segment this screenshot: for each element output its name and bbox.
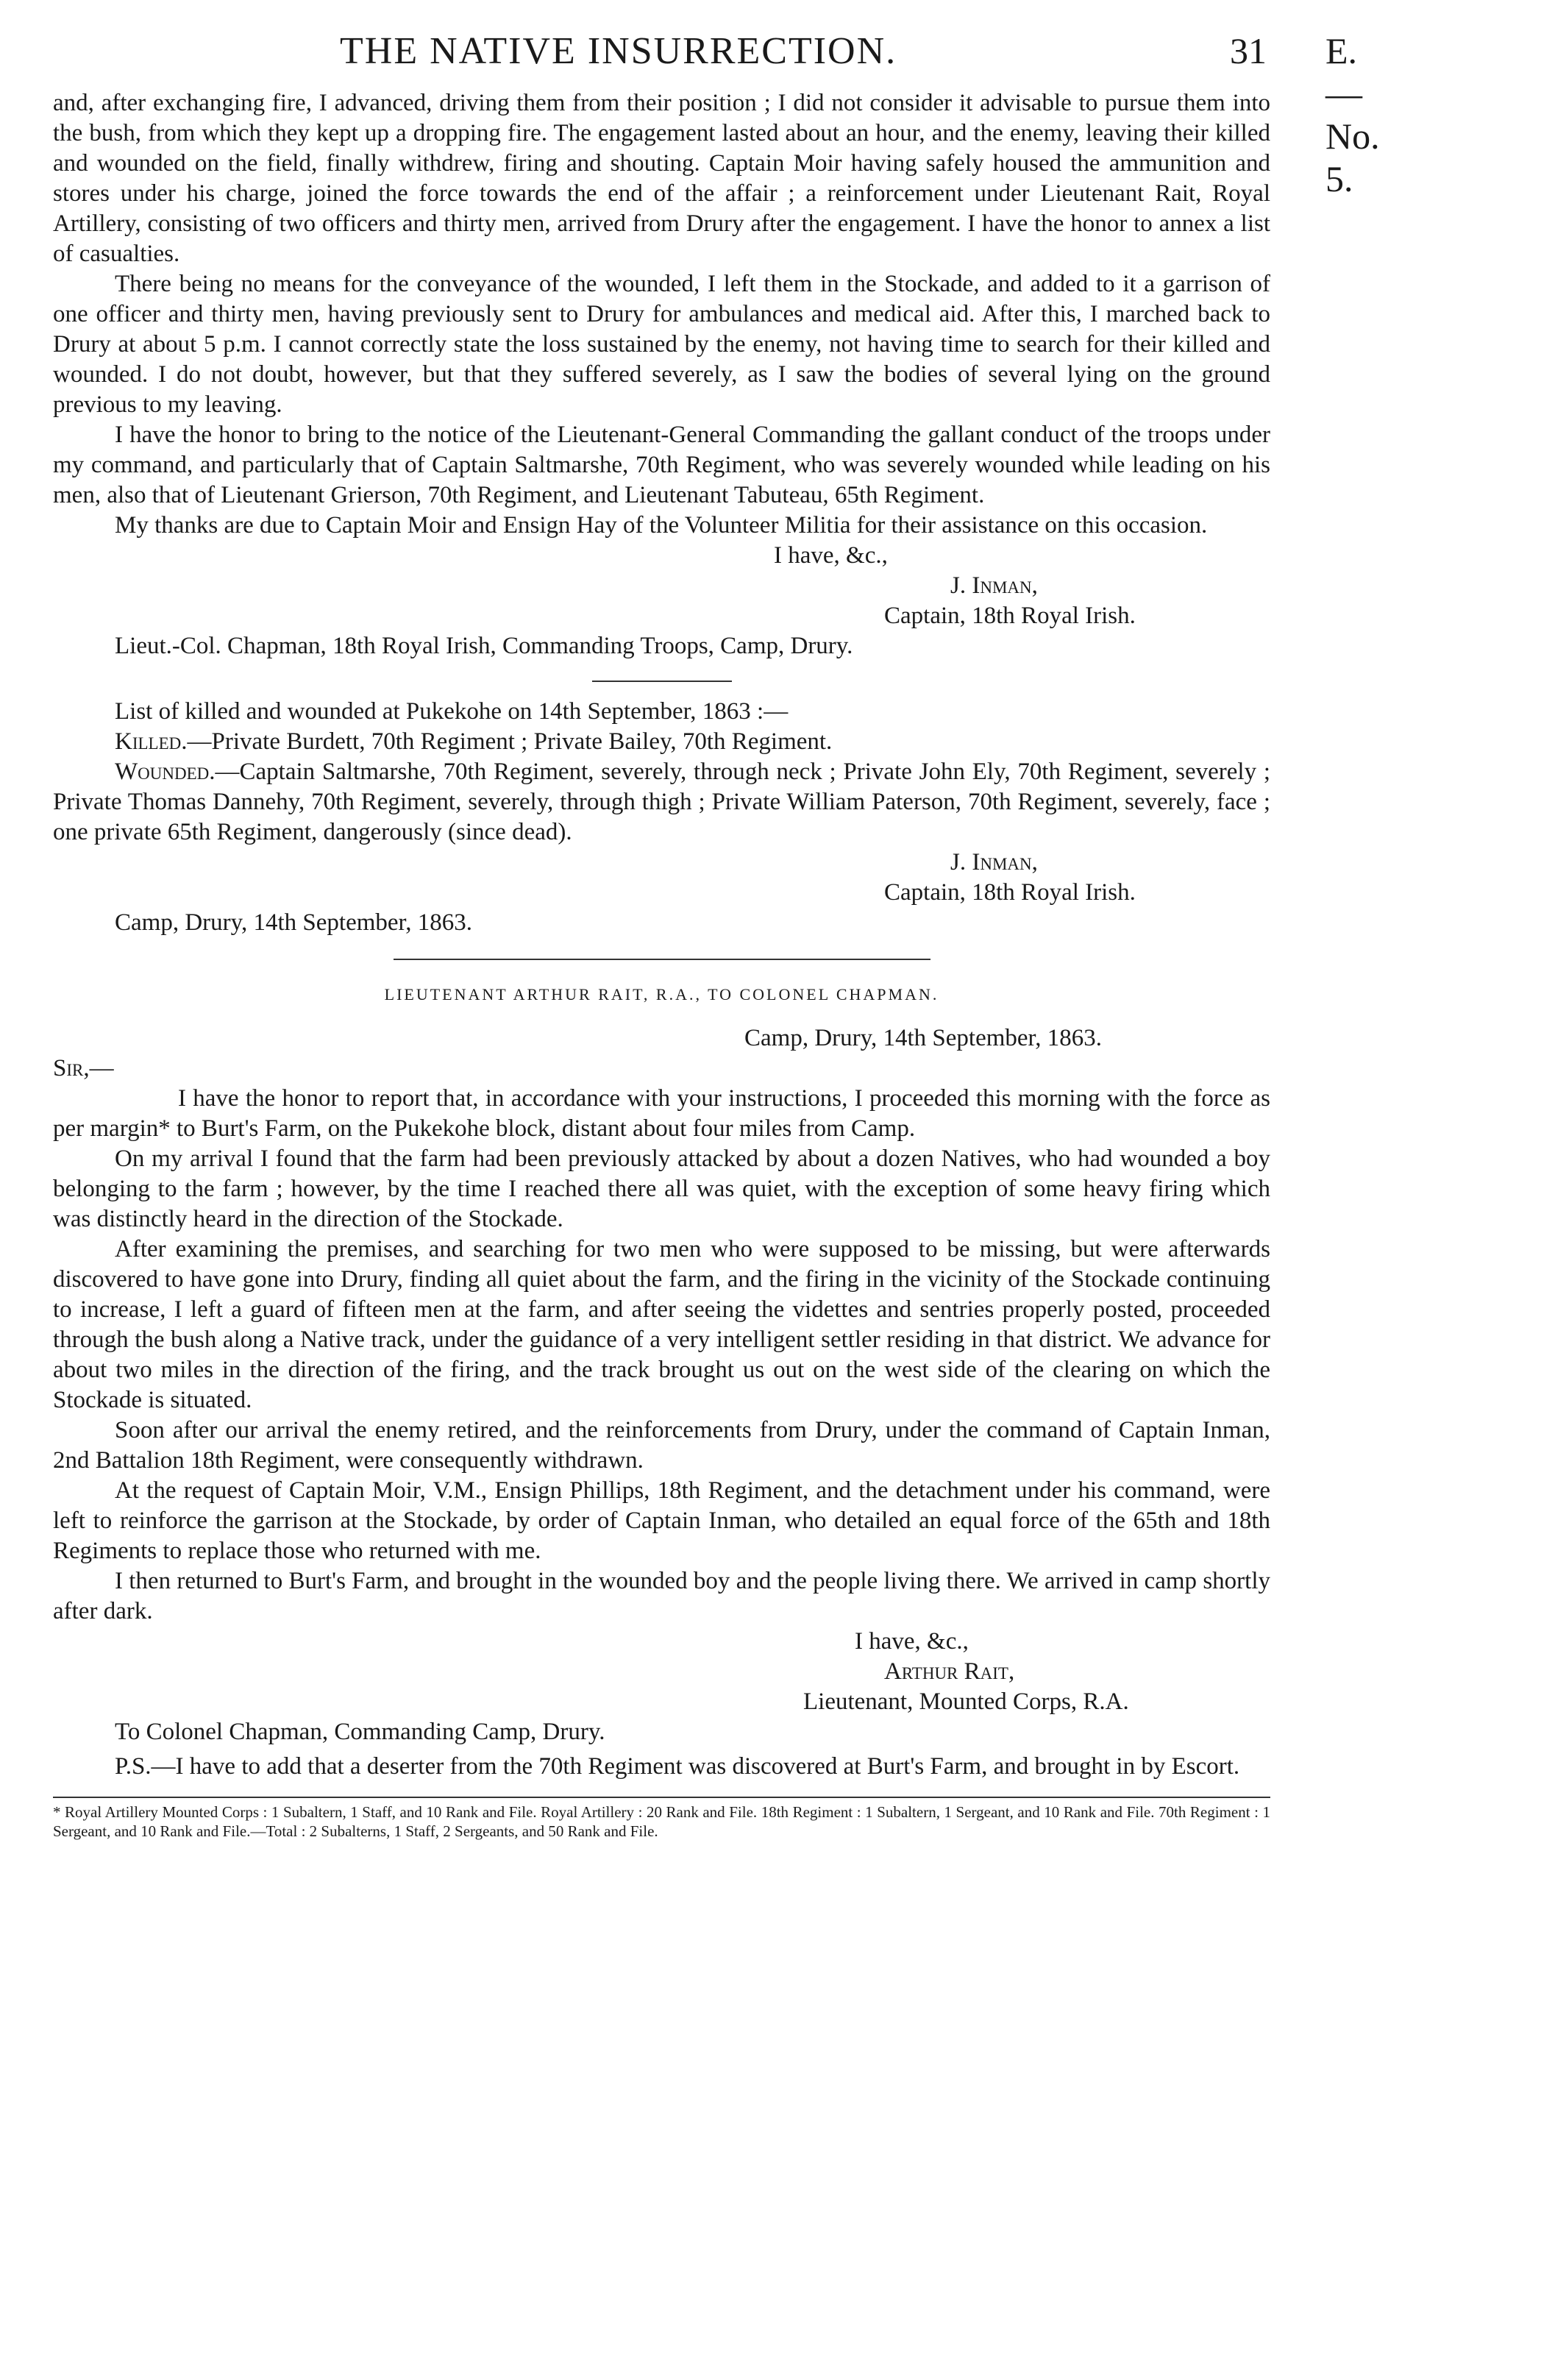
letter-heading: LIEUTENANT ARTHUR RAIT, R.A., TO COLONEL CHAPMAN. [384,985,939,1003]
signer-title: Lieutenant, Mounted Corps, R.A. [803,1688,1129,1715]
signer-name: J. Inman, [950,849,1038,875]
separator-rule [394,959,930,960]
footnote: * Royal Artillery Mounted Corps : 1 Subaltern, 1 Staff, and 10 Rank and File. Royal Artillery : 20 Rank and File. 18th Regiment : 1 Subaltern, 1 Sergeant, and 10 Rank and File. 70th Regiment : 1 Sergeant, and 10 Rank and File.—Total : 2 Subalterns, 1 Staff, 2 Sergeants, and 50 Rank and File. [53,1803,1270,1840]
wounded-text: —Captain Saltmarshe, 70th Regiment, severely, through neck ; Private John Ely, 70th Regiment, severely ; Private Thomas Dannehy, 70th Regiment, severely, through thigh ; Private William Paterson, 70th Regiment, severely, face ; one private 65th Regiment, dangerously (since dead). [53,759,1270,845]
killed-entry [53,727,1270,757]
paragraph: I have the honor to report that, in accordance with your instructions, I proceeded this morning with the force as per margin* to Burt's Farm, on the Pukekohe block, distant about four miles from Camp. [53,1085,1270,1142]
paragraph: and, after exchanging fire, I advanced, driving them from their position ; I did not consider it advisable to pursue them into the bush, from which they kept up a dropping fire. The engagement lasted about an hour, and the enemy, leaving their killed and wounded on the field, finally withdrew, firing and shouting. Captain Moir having safely housed the ammunition and stores under his charge, joined the force towards the end of the affair ; a reinforcement under Lieutenant Rait, Royal Artillery, consisting of two officers and thirty men, arrived from Drury after the engagement. I have the honor to annex a list of casualties. [53,90,1270,267]
wounded-entry [53,757,1270,848]
footnote-rule [53,1797,1270,1798]
closing: I have, &c., [855,1628,969,1655]
salutation: Sir,— [53,1055,114,1081]
addressee: Lieut.-Col. Chapman, 18th Royal Irish, Commanding Troops, Camp, Drury. [115,633,853,659]
paragraph: After examining the premises, and searching for two men who were supposed to be missing, but were afterwards discovered to have gone into Drury, finding all quiet about the farm, and the firing in the vicinity of the Stockade continuing to increase, I left a guard of fifteen men at the farm, and after seeing the videttes and sentries properly posted, proceeded through the bush along a Native track, under the guidance of a very intelligent settler residing in that district. We advance for about two miles in the direction of the firing, and the track brought us out on the west side of the clearing on which the Stockade is situated. [53,1236,1270,1413]
paragraph: There being no means for the conveyance of the wounded, I left them in the Stockade, and added to it a garrison of one officer and thirty men, having previously sent to Drury for ambulances and medical aid. After this, I marched back to Drury at about 5 p.m. I cannot correctly state the loss sustained by the enemy, not having time to search for their killed and wounded. I do not doubt, however, but that they suffered severely, as I saw the bodies of several lying on the ground previous to my leaving. [53,271,1270,418]
signer-name: Arthur Rait, [884,1658,1015,1685]
closing: I have, &c., [774,542,888,569]
paragraph: I then returned to Burt's Farm, and brought in the wounded boy and the people living there. We arrived in camp shortly after dark. [53,1568,1270,1624]
paragraph: On my arrival I found that the farm had been previously attacked by about a dozen Natives, who had wounded a boy belonging to the farm ; however, by the time I reached there all was quiet, with the exception of some heavy firing which was distinctly heard in the direction of the Stockade. [53,1145,1270,1232]
document-reference: E.—No. 5. [1325,30,1380,199]
signer-title: Captain, 18th Royal Irish. [884,603,1136,629]
letter-inman [53,88,1270,661]
signer-name: J. Inman, [950,572,1038,599]
killed-label: Killed. [115,728,188,755]
paragraph: At the request of Captain Moir, V.M., Ensign Phillips, 18th Regiment, and the detachment under his command, were left to reinforce the garrison at the Stockade, by order of Captain Inman, who detailed an equal force of the 65th and 18th Regiments to replace those who returned with me. [53,1477,1270,1564]
place-date: Camp, Drury, 14th September, 1863. [115,909,472,936]
casualty-list [53,697,1270,938]
killed-text: —Private Burdett, 70th Regiment ; Private Bailey, 70th Regiment. [187,728,833,755]
addressee: To Colonel Chapman, Commanding Camp, Drury. [115,1719,605,1745]
paragraph: Soon after our arrival the enemy retired, and the reinforcements from Drury, under the command of Captain Inman, 2nd Battalion 18th Regiment, were consequently withdrawn. [53,1417,1270,1474]
header-title: THE NATIVE INSURRECTION. [340,30,897,72]
wounded-label: Wounded. [115,759,216,785]
page-number: 31 [1230,30,1267,71]
paragraph: My thanks are due to Captain Moir and Ensign Hay of the Volunteer Militia for their assistance on this occasion. [115,512,1208,539]
postscript: P.S.—I have to add that a deserter from the 70th Regiment was discovered at Burt's Farm, and brought in by Escort. [115,1753,1240,1780]
paragraph: I have the honor to bring to the notice of the Lieutenant-General Commanding the gallant conduct of the troops under my command, and particularly that of Captain Saltmarshe, 70th Regiment, who was severely wounded while leading on his men, also that of Lieutenant Grierson, 70th Regiment, and Lieutenant Tabuteau, 65th Regiment. [53,422,1270,508]
separator-rule [592,681,732,682]
letter-rait [53,985,1270,1782]
signer-title: Captain, 18th Royal Irish. [884,879,1136,906]
casualty-intro: List of killed and wounded at Pukekohe on 14th September, 1863 :— [115,698,789,725]
place-date: Camp, Drury, 14th September, 1863. [744,1025,1102,1051]
